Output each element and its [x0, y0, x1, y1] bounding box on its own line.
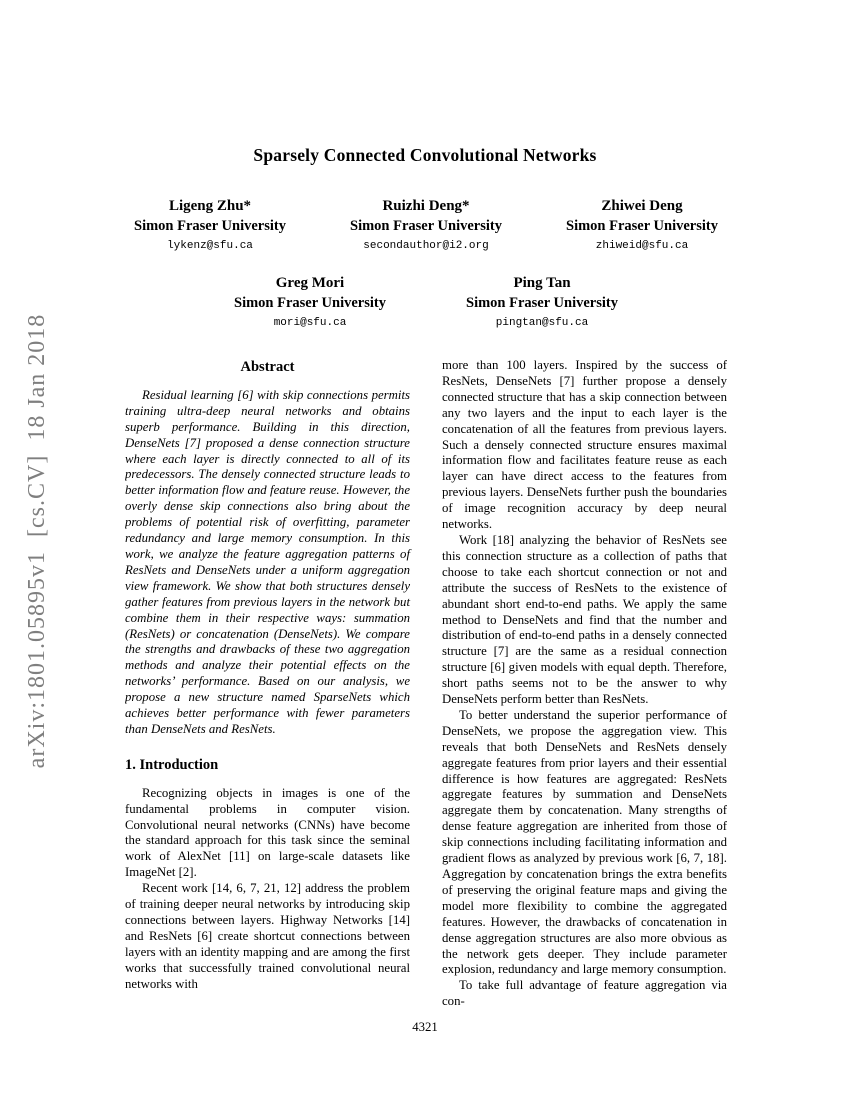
author-affiliation: Simon Fraser University [566, 218, 718, 234]
author-email: lykenz@sfu.ca [167, 240, 253, 252]
page-number: 4321 [412, 1020, 438, 1034]
author-name: Ping Tan [513, 275, 571, 291]
paper-title: Sparsely Connected Convolutional Networks [253, 145, 597, 165]
author-block-2 [341, 196, 511, 255]
section-heading-introduction: 1. Introduction [125, 756, 219, 773]
abstract-text: Residual learning [6] with skip connections permits training ultra-deep neural networks and obtains superb performance. Building in this direction, DenseNets [7] proposed a dense connection structure where each layer is directly connected to all of its predecessors. The densely connected structure leads to better information flow and feature reuse. However, the overly dense skip connections also bring about the problems of potential risk of overfitting, parameter redundancy and large memory consumption. In this work, we analyze the feature aggregation patterns of ResNets and DenseNets under a uniform aggregation view framework. We show that both structures densely gather features from previous layers in the network but combine them in their respective ways: summation (ResNets) or concatenation (DenseNets). We compare the strengths and drawbacks of these two aggregation methods and analyze their potential effects on the networks’ performance. Based on our analysis, we propose a new structure named SparseNets which achieves better performance with fewer parameters than DenseNets and ResNets. [125, 387, 410, 736]
right-column [442, 358, 727, 1008]
abstract-heading: Abstract [240, 359, 295, 375]
author-name: Ligeng Zhu* [168, 198, 252, 214]
author-block-3 [557, 196, 727, 255]
author-name: Zhiwei Deng [601, 198, 683, 214]
author-affiliation: Simon Fraser University [466, 295, 618, 311]
author-email: mori@sfu.ca [273, 317, 347, 329]
author-email: secondauthor@i2.org [363, 240, 489, 252]
authors-row-1 [125, 196, 727, 255]
intro-paragraph: Recent work [14, 6, 7, 21, 12] address the problem of training deeper neural networks by introducing skip connections between layers. Highway Networks [14] and ResNets [6] create shortcut connections between layers with an identity mapping and are among the first works that successfully trained convolutional neural networks with [125, 881, 410, 991]
author-block-1 [125, 196, 295, 255]
author-affiliation: Simon Fraser University [134, 218, 286, 234]
author-block-5 [457, 273, 627, 332]
author-block-4 [225, 273, 395, 332]
intro-paragraph: Work [18] analyzing the behavior of ResNets see this connection structure as a collection of paths that choose to take each shortcut connection or not and attribute the success of ResNets to the existence of abundant short end-to-end paths. We apply the same method to DenseNets and find that the number and distribution of end-to-end paths in a densely connected structure [7] are the same as a residual connection structure [6] given models with equal depth. Therefore, short paths seems not to be the answer to why DenseNets perform better than ResNets. [442, 532, 727, 707]
author-name: Ruizhi Deng* [382, 198, 470, 214]
intro-paragraph: Recognizing objects in images is one of the fundamental problems in computer vision. Convolutional neural networks (CNNs) have become the standard approach for this task since the seminal work of AlexNet [11] on large-scale datasets like ImageNet [2]. [125, 785, 410, 880]
author-email: pingtan@sfu.ca [495, 317, 589, 329]
author-affiliation: Simon Fraser University [234, 295, 386, 311]
author-name: Greg Mori [275, 275, 345, 291]
intro-paragraph: To better understand the superior performance of DenseNets, we propose the aggregation view. This reveals that both DenseNets and ResNets densely aggregate features from prior layers and their essential difference is how features are aggregated: ResNets aggregate features by summation and DenseNets aggregate them by concatenation. Many strengths of dense feature aggregation are inherited from those of skip connections including facilitating information and gradient flows as analyzed by previous work [6, 7, 18]. Aggregation by concatenation brings the extra benefits of preserving the original feature maps and giving the model more flexibility to combine the aggregated features. However, the drawbacks of concatenation in dense aggregation structures are also more obvious as the network gets deeper. They include parameter explosion, redundancy and large memory consumption. [442, 707, 727, 977]
left-column [125, 358, 410, 1008]
arxiv-watermark: arXiv:1801.05895v1 [cs.CV] 18 Jan 2018 [24, 313, 50, 769]
intro-paragraph-continuation: more than 100 layers. Inspired by the success of ResNets, DenseNets [7] further propose a densely connected structure that has a skip connection between any two layers and the input to each layer is the concatenation of all the features from previous layers. Such a densely connected structure ensures maximal information flow and facilitates feature reuse as each layer can have direct access to the features from previous layers. DenseNets further push the boundaries of image recognition accuracy by deep neural networks. [442, 358, 727, 532]
authors-area [125, 196, 727, 332]
authors-row-2 [125, 273, 727, 332]
two-column-body [125, 358, 727, 1008]
author-affiliation: Simon Fraser University [350, 218, 502, 234]
intro-paragraph: To take full advantage of feature aggregation via con- [442, 978, 727, 1008]
author-email: zhiweid@sfu.ca [595, 240, 689, 252]
